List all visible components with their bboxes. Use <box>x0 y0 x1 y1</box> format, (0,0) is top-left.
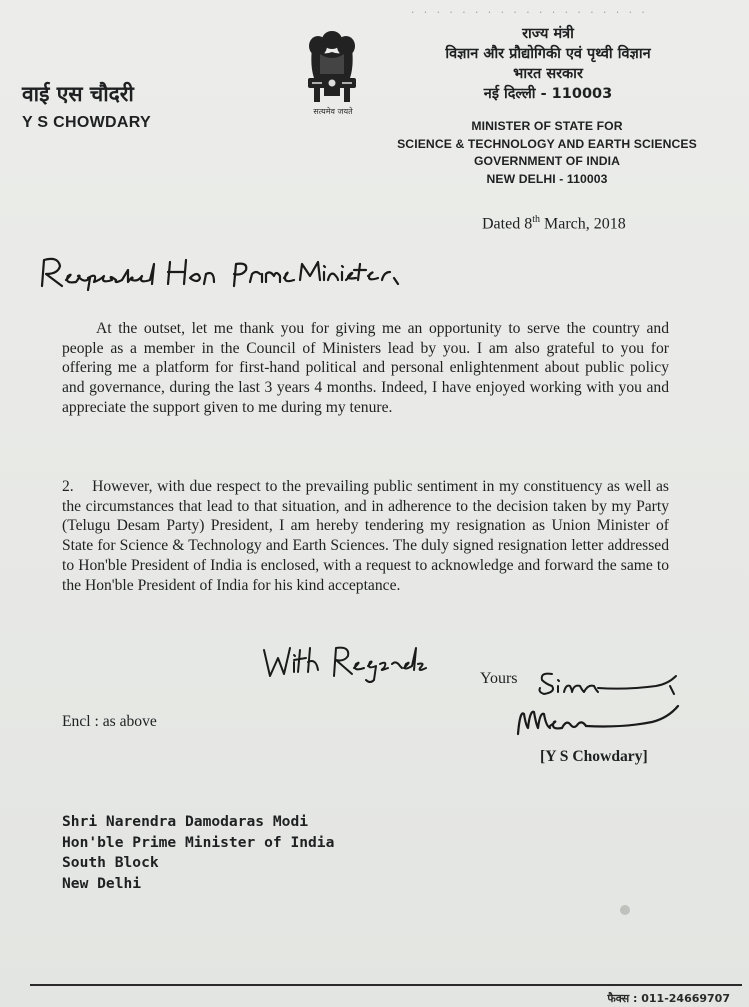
date-ordinal-suffix: th <box>532 214 540 225</box>
handwritten-sincerely <box>536 668 686 696</box>
signer-name: [Y S Chowdary] <box>540 748 648 765</box>
body-paragraph: 2. However, with due respect to the prevailing public sentiment in my constituency as well as the circumstances that lead to that situation, and in adherence to the decision taken by my Party (Telugu Desam Party) President, I am hereby tendering my resignation as Union Minister of State for Science & Technology and Earth Sciences. The duly signed resignation letter addressed to Hon'ble President of India is enclosed, with a request to acknowledge and forward the same to the Hon'ble President of India for his kind acceptance. <box>62 478 669 594</box>
designation-english-line: NEW DELHI - 110003 <box>486 171 608 186</box>
addressee-line: New Delhi <box>62 874 142 892</box>
footer <box>30 991 742 1007</box>
designation-english-line: MINISTER OF STATE FOR <box>471 119 623 133</box>
designation-hindi-line: राज्य मंत्री <box>522 26 574 42</box>
designation-english-line: SCIENCE & TECHNOLOGY AND EARTH SCIENCES <box>397 136 697 151</box>
date-rest: March, 2018 <box>539 215 626 233</box>
designation-hindi-line: भारत सरकार <box>513 66 583 82</box>
closing-yours: Yours <box>480 670 518 687</box>
footer-divider <box>30 984 742 986</box>
sender-name-hindi: वाई एस चौदरी <box>22 82 134 106</box>
addressee-line: Hon'ble Prime Minister of India <box>62 833 335 851</box>
enclosure-note: Encl : as above <box>62 713 157 730</box>
addressee-block <box>62 812 334 894</box>
letter-date <box>482 214 626 233</box>
designation-english-line: GOVERNMENT OF INDIA <box>473 154 621 168</box>
handwritten-regards <box>258 640 438 686</box>
paper-mark <box>620 905 630 915</box>
designation-hindi <box>398 24 698 104</box>
addressee-line: South Block <box>62 854 159 872</box>
designation-english <box>392 118 702 188</box>
closing-line <box>480 668 700 698</box>
emblem-motto: सत्यमेव जयते <box>313 107 353 116</box>
footer-fax: फैक्स : 011-24669707 <box>607 992 730 1005</box>
handwritten-signature <box>512 700 692 742</box>
handwritten-salutation <box>38 250 418 294</box>
body-paragraph: At the outset, let me thank you for giving me an opportunity to serve the country and people as a member in the Council of Ministers lead by you. I am also grateful to you for offering me a platform for first-hand political and personal enlightenment about public policy and governance, during the last 3 years 4 months. Indeed, I have enjoyed working with you and appreciate the support given to me during my tenure. <box>62 320 669 416</box>
top-edge-marks: · · · · · · · · · · · · · · · · · · · <box>410 8 647 18</box>
addressee-line: Shri Narendra Damodaras Modi <box>62 813 309 830</box>
designation-hindi-line: विज्ञान और प्रौद्योगिकी एवं पृथ्वी विज्ञान <box>445 46 651 62</box>
sender-name-english: Y S CHOWDARY <box>22 114 151 131</box>
designation-hindi-line: नई दिल्ली - 110003 <box>483 86 613 102</box>
date-prefix: Dated 8 <box>482 215 533 233</box>
